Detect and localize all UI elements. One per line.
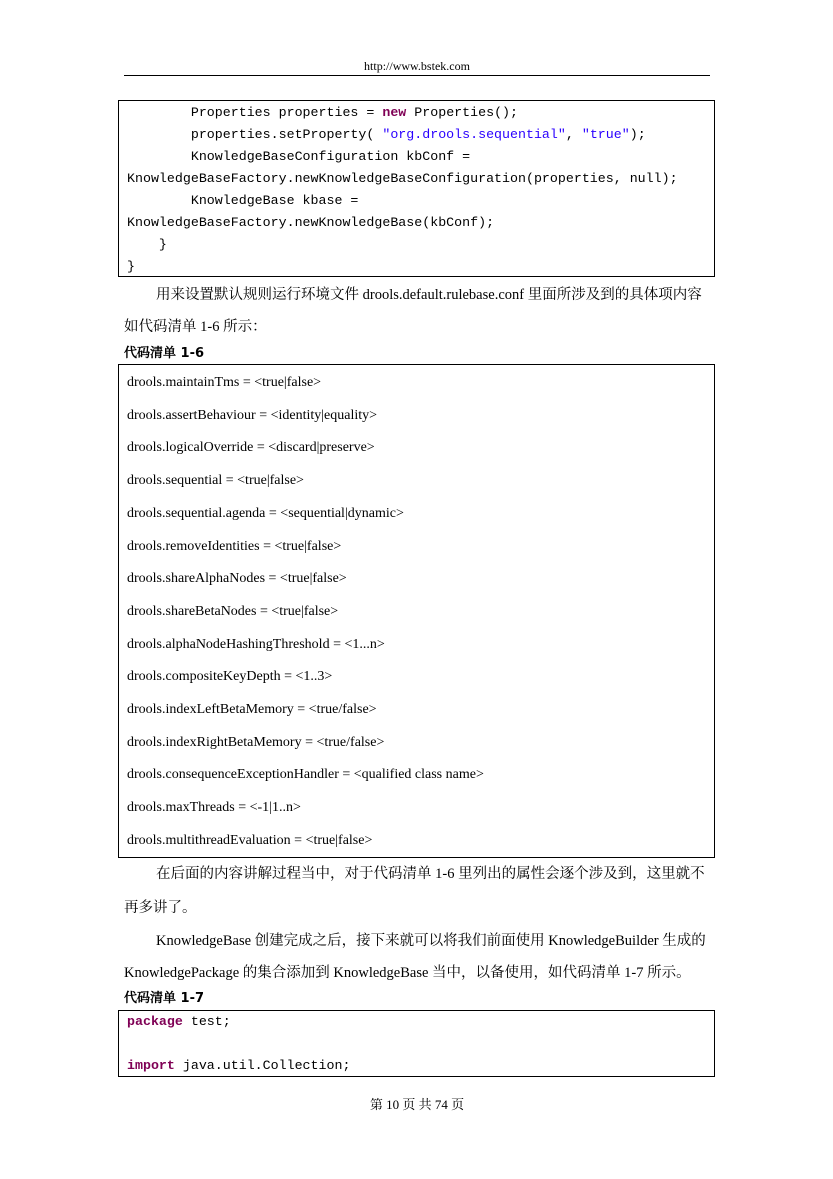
config-property-line: drools.indexRightBetaMemory = <true/false> — [127, 734, 385, 750]
code-text: KnowledgeBaseConfiguration kbConf = — [127, 149, 471, 164]
code-string: "org.drools.sequential" — [382, 127, 566, 142]
code-line — [127, 215, 494, 231]
config-property-line: drools.logicalOverride = <discard|preserve> — [127, 440, 375, 456]
config-property-line: drools.sequential.agenda = <sequential|dynamic> — [127, 505, 404, 521]
listing-label-1-6: 代码清单 1-6 — [124, 346, 205, 361]
code-text: Properties properties = — [127, 105, 383, 120]
config-property-line: drools.shareBetaNodes = <true|false> — [127, 603, 339, 619]
code-line — [127, 171, 678, 187]
paragraph-3-line-2: KnowledgePackage 的集合添加到 KnowledgeBase 当中，以备使用，如代码清单 1-7 所示。 — [124, 965, 691, 981]
code-text: java.util.Collection; — [174, 1058, 351, 1073]
paragraph-1-line-1: 用来设置默认规则运行环境文件 drools.default.rulebase.conf 里面所涉及到的具体项内容 — [156, 287, 702, 303]
code-text: KnowledgeBaseFactory.newKnowledgeBase(kbConf); — [127, 215, 495, 230]
code-string: "true" — [581, 127, 630, 142]
config-property-line: drools.shareAlphaNodes = <true|false> — [127, 571, 347, 587]
code-block-listing-1-7 — [118, 1010, 715, 1077]
code-line — [127, 1058, 350, 1074]
header-rule — [124, 75, 710, 76]
code-text: , — [565, 127, 582, 142]
config-property-line: drools.multithreadEvaluation = <true|false> — [127, 832, 373, 848]
code-text: KnowledgeBase kbase = — [127, 193, 359, 208]
code-line — [127, 237, 167, 253]
page-footer: 第 10 页 共 74 页 — [369, 1097, 465, 1112]
code-keyword: import — [127, 1058, 175, 1073]
page-header-url: http://www.bstek.com — [364, 59, 470, 73]
config-property-line: drools.indexLeftBetaMemory = <true/false> — [127, 702, 377, 717]
code-text: test; — [182, 1014, 231, 1029]
code-text: ); — [629, 127, 646, 142]
config-property-line: drools.maxThreads = <-1|1..n> — [127, 800, 301, 816]
config-property-line: drools.alphaNodeHashingThreshold = <1...n> — [127, 636, 385, 652]
code-keyword: new — [382, 105, 407, 120]
code-text: Properties(); — [406, 105, 519, 120]
code-line — [127, 149, 470, 165]
paragraph-2-line-2: 再多讲了。 — [124, 900, 197, 916]
code-keyword: package — [127, 1014, 183, 1029]
paragraph-3-line-1: KnowledgeBase 创建完成之后，接下来就可以将我们前面使用 KnowledgeBuilder 生成的 — [156, 933, 706, 949]
config-property-line: drools.compositeKeyDepth = <1..3> — [127, 669, 333, 685]
config-property-line: drools.assertBehaviour = <identity|equality> — [127, 407, 378, 423]
code-line — [127, 259, 135, 275]
code-text: KnowledgeBaseFactory.newKnowledgeBaseConfiguration(properties, null); — [127, 171, 678, 186]
code-text: } — [127, 237, 167, 252]
config-property-line: drools.consequenceExceptionHandler = <qualified class name> — [127, 767, 484, 783]
paragraph-1-line-2: 如代码清单 1-6 所示： — [124, 319, 267, 335]
code-text: properties.setProperty( — [127, 127, 383, 142]
code-line — [127, 1014, 231, 1030]
config-property-line: drools.removeIdentities = <true|false> — [127, 538, 342, 554]
listing-label-1-7: 代码清单 1-7 — [124, 991, 205, 1006]
code-block-listing-1-6 — [118, 364, 715, 858]
config-property-line: drools.maintainTms = <true|false> — [127, 375, 322, 390]
code-line — [127, 105, 518, 121]
code-line — [127, 193, 358, 209]
code-block-top — [118, 100, 715, 277]
paragraph-2-line-1: 在后面的内容讲解过程当中，对于代码清单 1-6 里列出的属性会逐个涉及到，这里就不 — [156, 866, 705, 882]
code-line — [127, 127, 646, 143]
code-text: } — [127, 259, 135, 274]
config-property-line: drools.sequential = <true|false> — [127, 473, 304, 489]
